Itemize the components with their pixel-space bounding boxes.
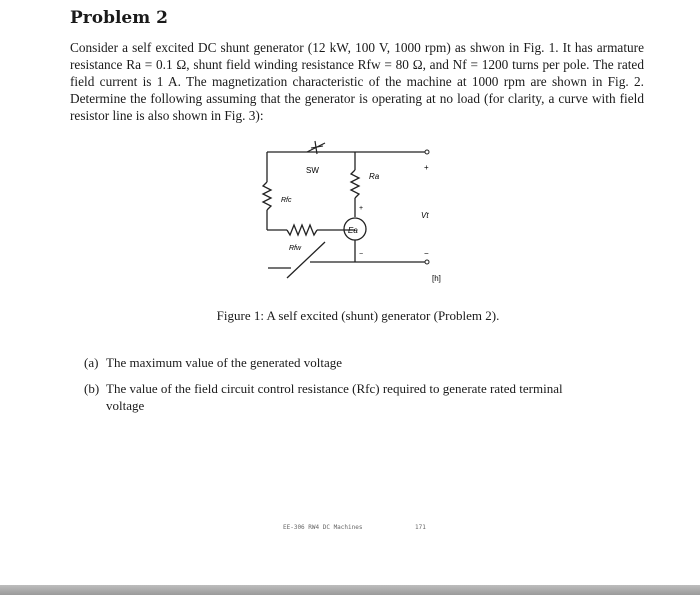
plus-terminal: [425, 150, 429, 154]
footer-page-number: 171: [415, 524, 426, 531]
ea-label: Ea: [348, 226, 358, 235]
rfc-label: Rfc: [281, 197, 292, 204]
figure-tag: [h]: [432, 274, 441, 283]
bottom-edge-bar: [0, 585, 700, 595]
armature-minus-label: −: [359, 251, 364, 258]
plus-terminal-label: +: [424, 163, 429, 172]
rfw-label: Rfw: [289, 245, 302, 252]
problem-statement: Consider a self excited DC shunt generator (12 kW, 100 V, 1000 rpm) as shwon in Fig. 1. It has armature resistance Ra = 0.1 Ω, shunt field winding resistance Rfw = 80 Ω, and Nf = 1200 turns per pole. The rated field current is 1 A. The magnetization characteristic of the machine at 1000 rpm are shown in Fig. 2. Determine the following assuming that the generator is operating at no load (for clarity, a curve with field resistor line is also shown in Fig. 3):: [70, 40, 644, 123]
question-b-text-line1: The value of the field circuit control resistance (Rfc) required to generate rated terminal: [106, 381, 563, 396]
problem-title: Problem 2: [70, 8, 168, 28]
ra-label: Ra: [369, 172, 380, 181]
minus-terminal-label: −: [424, 249, 429, 258]
rfw-resistor: [287, 225, 317, 235]
question-a: [84, 355, 644, 372]
figure-caption: Figure 1: A self excited (shunt) generator (Problem 2).: [216, 308, 500, 323]
question-a-text: The maximum value of the generated voltage: [106, 355, 343, 370]
ra-resistor: [351, 170, 359, 198]
footer-course: EE-306 RW4 DC Machines: [283, 524, 363, 531]
armature-plus-label: +: [359, 205, 364, 212]
shunt-generator-circuit-diagram: [255, 138, 445, 288]
vt-label: Vt: [421, 211, 429, 220]
question-a-label: (a): [84, 355, 99, 370]
rfc-resistor: [263, 182, 271, 210]
question-b-label: (b): [84, 381, 100, 396]
question-b: [84, 381, 644, 414]
minus-terminal: [425, 260, 429, 264]
question-b-text-line2: voltage: [106, 397, 145, 413]
switch-label: SW: [306, 166, 319, 175]
